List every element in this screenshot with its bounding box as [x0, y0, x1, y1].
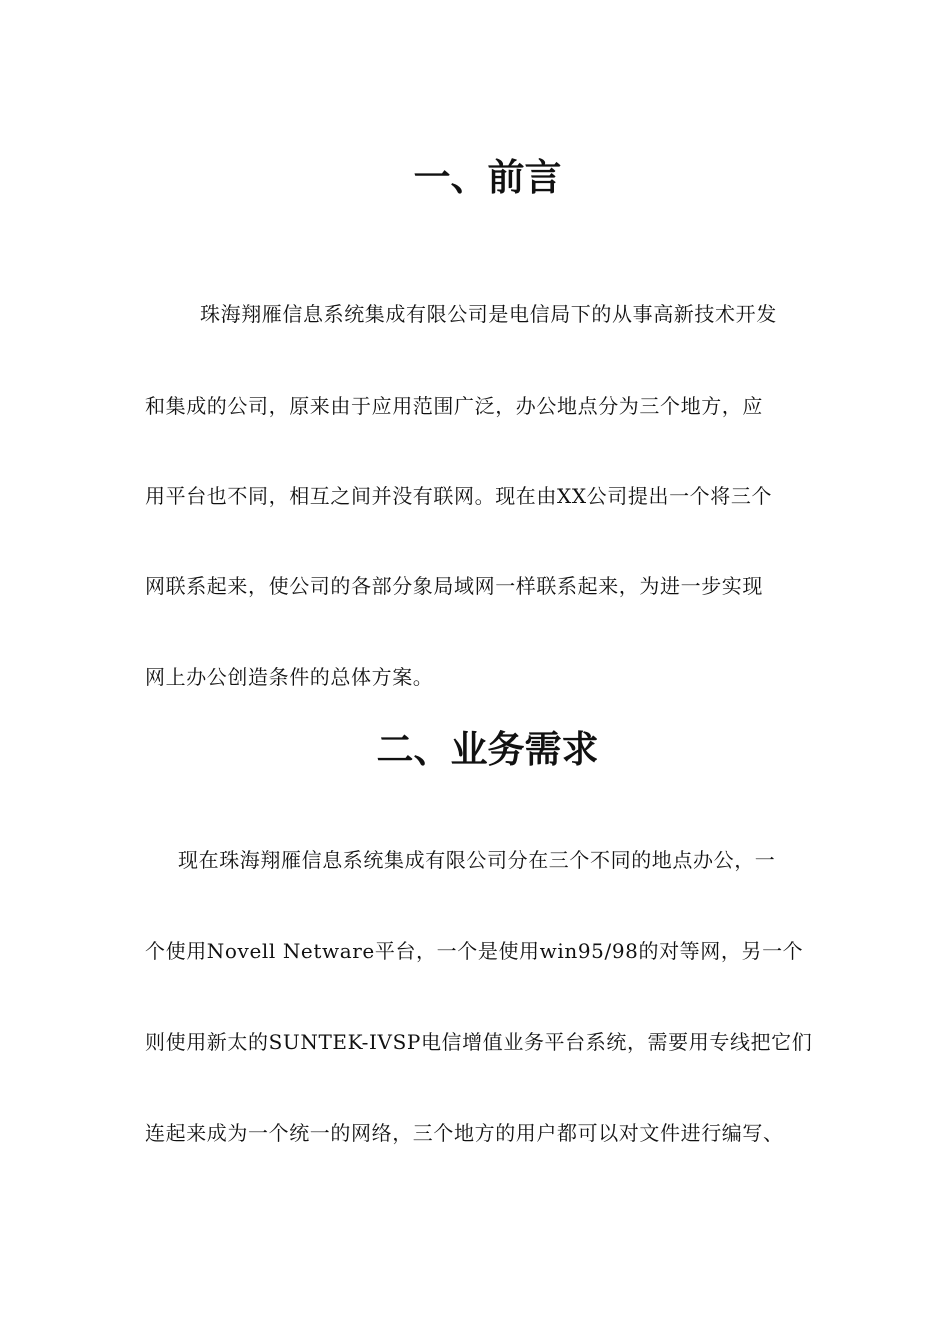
section-2-line-2: 个使用Novell Netware平台，一个是使用win95/98的对等网，另一个: [145, 939, 804, 963]
section-1-line-3: 用平台也不同，相互之间并没有联网。现在由XX公司提出一个将三个: [145, 484, 773, 508]
section-1-line-2: 和集成的公司，原来由于应用范围广泛，办公地点分为三个地方，应: [145, 394, 763, 418]
section-2-title: 二、业务需求: [376, 728, 599, 771]
section-2-line-1: 现在珠海翔雁信息系统集成有限公司分在三个不同的地点办公，一: [178, 848, 776, 872]
section-1-line-5: 网上办公创造条件的总体方案。: [145, 665, 434, 689]
section-2-line-4: 连起来成为一个统一的网络，三个地方的用户都可以对文件进行编写、: [145, 1121, 784, 1145]
section-1-line-4: 网联系起来，使公司的各部分象局域网一样联系起来，为进一步实现: [145, 574, 763, 598]
section-1-line-1: 珠海翔雁信息系统集成有限公司是电信局下的从事高新技术开发: [200, 302, 777, 326]
section-2-line-3: 则使用新太的SUNTEK-IVSP电信增值业务平台系统，需要用专线把它们: [145, 1030, 813, 1054]
section-1-title: 一、前言: [413, 156, 562, 199]
